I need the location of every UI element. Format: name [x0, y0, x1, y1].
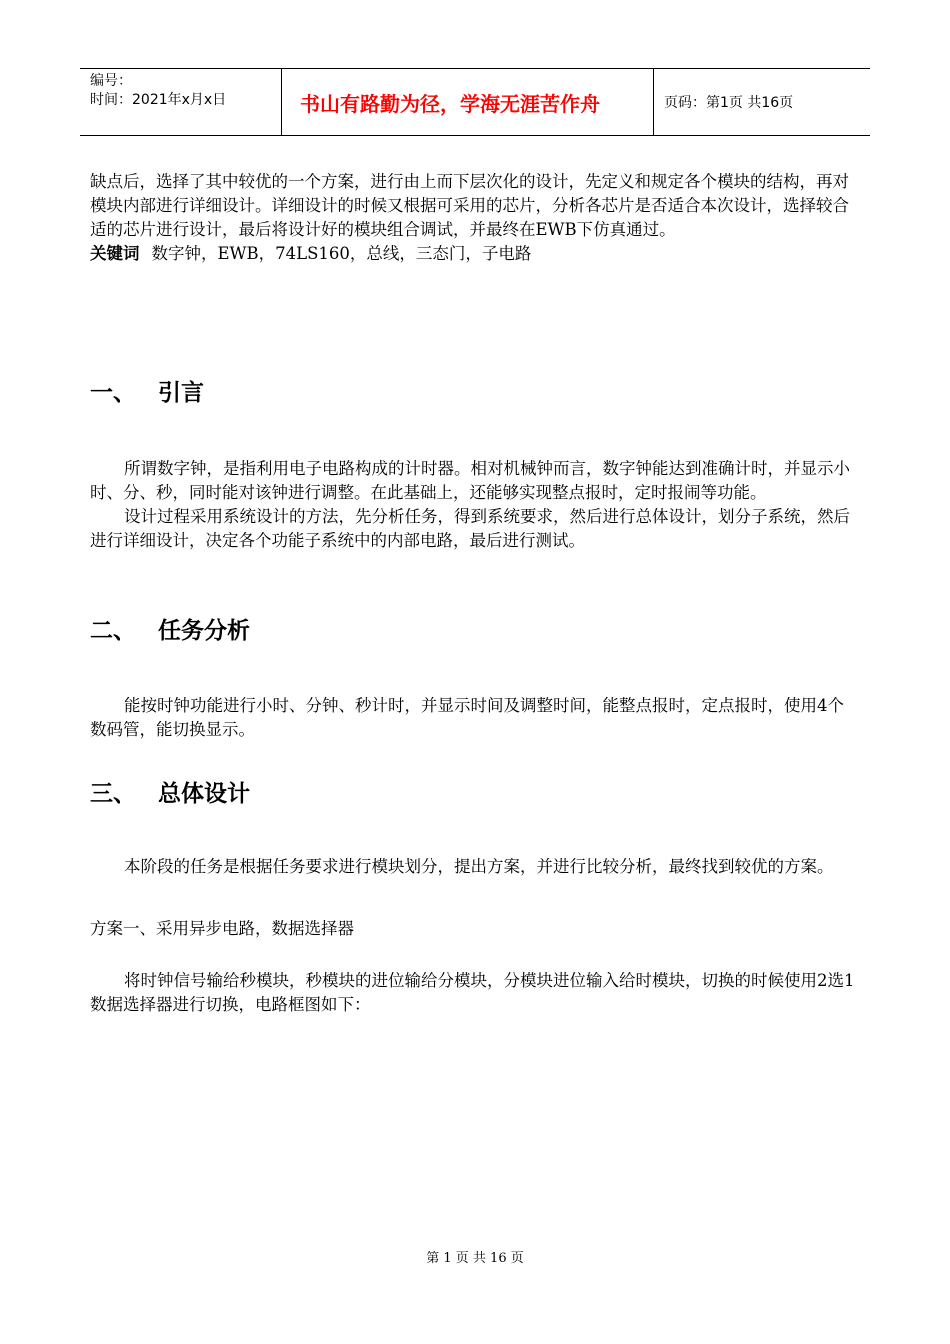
section-heading-1: [90, 374, 204, 407]
section-body-2: [90, 694, 858, 742]
abstract-text: 缺点后，选择了其中较优的一个方案，进行由上而下层次化的设计，先定义和规定各个模块的结构，再对模块内部进行详细设计。详细设计的时候又根据可采用的芯片，分析各芯片是否适合本次设计，选择较合适的芯片进行设计，最后将设计好的模块组合调试，并最终在EWB下仿真通过。: [90, 172, 849, 239]
page-header: [80, 68, 870, 136]
paragraph: 本阶段的任务是根据任务要求进行模块划分，提出方案，并进行比较分析，最终找到较优的方案。: [124, 857, 834, 876]
header-meta: [80, 69, 282, 135]
abstract-block: [90, 170, 858, 266]
header-page-info: 页码：第1页 共16页: [664, 95, 794, 111]
section-title: 引言: [158, 380, 204, 406]
doc-number-label: 编号：: [90, 73, 132, 89]
scheme-title: [90, 917, 858, 941]
paragraph: 设计过程采用系统设计的方法，先分析任务，得到系统要求，然后进行总体设计，划分子系统，然后进行详细设计，决定各个功能子系统中的内部电路，最后进行测试。: [90, 507, 850, 550]
keywords-value: 数字钟，EWB，74LS160，总线，三态门，子电路: [151, 244, 532, 263]
section-title: 任务分析: [158, 618, 250, 644]
header-motto: 书山有路勤为径，学海无涯苦作舟: [282, 69, 654, 135]
paragraph: 所谓数字钟，是指利用电子电路构成的计时器。相对机械钟而言，数字钟能达到准确计时，并显示小时、分、秒，同时能对该钟进行调整。在此基础上，还能够实现整点报时，定时报闹等功能。: [90, 459, 850, 502]
doc-time-label: 时间：2021年x月x日: [90, 92, 227, 108]
section-number: 一、: [90, 380, 136, 406]
section-heading-3: [90, 775, 250, 808]
paragraph: 能按时钟功能进行小时、分钟、秒计时，并显示时间及调整时间，能整点报时，定点报时，使用4个数码管，能切换显示。: [90, 696, 844, 739]
scheme-body: [90, 969, 858, 1017]
keywords-line: [90, 242, 858, 266]
section-body-1: [90, 457, 858, 553]
section-body-3: [90, 855, 858, 879]
page-footer: 第 1 页 共 16 页: [426, 1251, 524, 1266]
section-number: 二、: [90, 618, 136, 644]
scheme-heading: 方案一、采用异步电路，数据选择器: [90, 919, 354, 938]
section-number: 三、: [90, 781, 136, 807]
keywords-label: 关键词: [90, 244, 140, 263]
section-heading-2: [90, 612, 250, 645]
section-title: 总体设计: [158, 781, 250, 807]
paragraph: 将时钟信号输给秒模块，秒模块的进位输给分模块，分模块进位输入给时模块，切换的时候使用2选1数据选择器进行切换，电路框图如下：: [90, 971, 855, 1014]
